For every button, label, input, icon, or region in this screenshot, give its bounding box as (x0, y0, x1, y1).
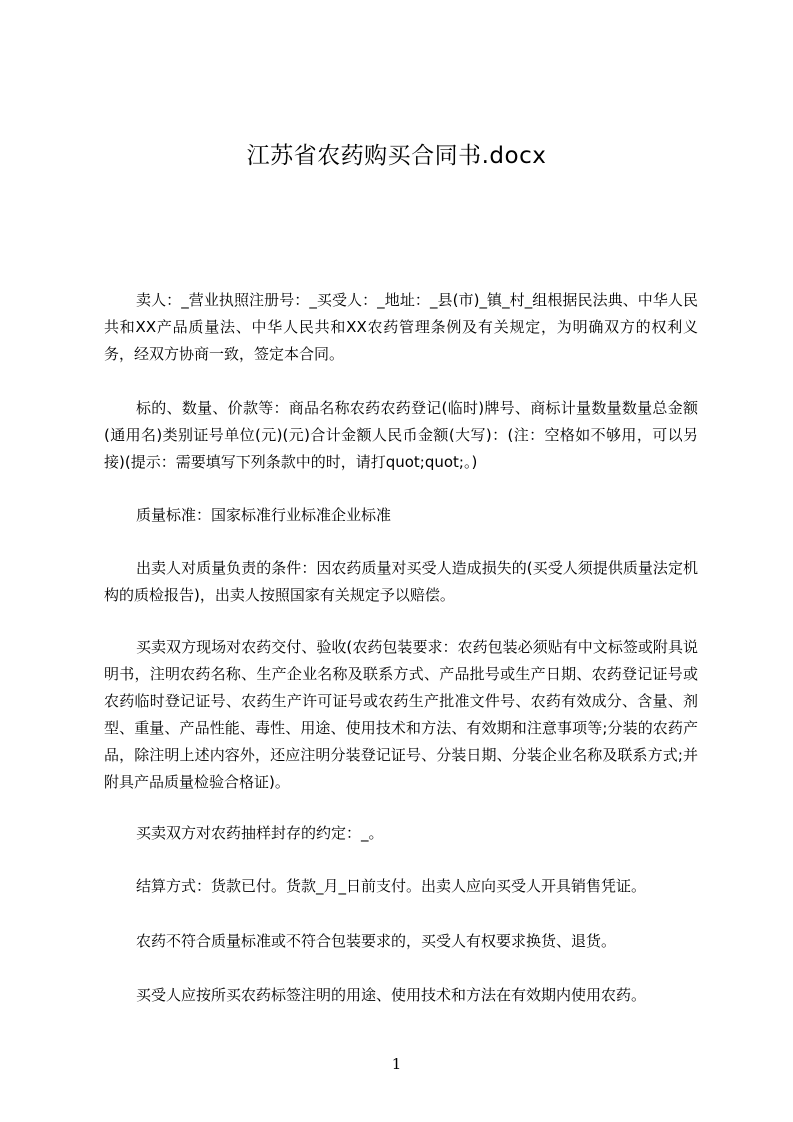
document-title: 江苏省农药购买合同书.docx (246, 143, 547, 169)
paragraph-usage: 买受人应按所买农药标签注明的用途、使用技术和方法在有效期内使用农药。 (136, 986, 647, 1004)
paragraph-return-exchange: 农药不符合质量标准或不符合包装要求的，买受人有权要求换货、退货。 (136, 932, 617, 950)
page-number: 1 (391, 1055, 402, 1073)
paragraph-parties: 卖人：_营业执照注册号：_买受人：_地址：_县(市)_镇_村_组根据民法典、中华人民共和XX产品质量法、中华人民共和XX农药管理条例及有关规定，为明确双方的权利义务，经双方协商一致，签定本合同。 (104, 291, 698, 363)
paragraph-sampling: 买卖双方对农药抽样封存的约定：_。 (136, 824, 384, 842)
paragraph-quality-liability: 出卖人对质量负责的条件：因农药质量对买受人造成损失的(买受人须提供质量法定机构的质检报告)，出卖人按照国家有关规定予以赔偿。 (104, 559, 698, 604)
paragraph-subject-quantity-price: 标的、数量、价款等：商品名称农药农药登记(临时)牌号、商标计量数量数量总金额(通用名)类别证号单位(元)(元)合计金额人民币金额(大写)：(注：空格如不够用，可以另接)(提示：需要填写下列条款中的时，请打quot;quot;。) (104, 399, 698, 471)
paragraph-delivery-inspection: 买卖双方现场对农药交付、验收(农药包装要求：农药包装必须贴有中文标签或附具说明书，注明农药名称、生产企业名称及联系方式、产品批号或生产日期、农药登记证号或农药临时登记证号、农药生产许可证号或农药生产批准文件号、农药有效成分、含量、剂型、重量、产品性能、毒性、用途、使用技术和方法、有效期和注意事项等;分装的农药产品，除注明上述内容外，还应注明分装登记证号、分装日期、分装企业名称及联系方式;并附具产品质量检验合格证)。 (104, 638, 698, 791)
paragraph-settlement: 结算方式：货款已付。货款_月_日前支付。出卖人应向买受人开具销售凭证。 (136, 877, 647, 895)
paragraph-quality-standard: 质量标准：国家标准行业标准企业标准 (136, 506, 392, 524)
